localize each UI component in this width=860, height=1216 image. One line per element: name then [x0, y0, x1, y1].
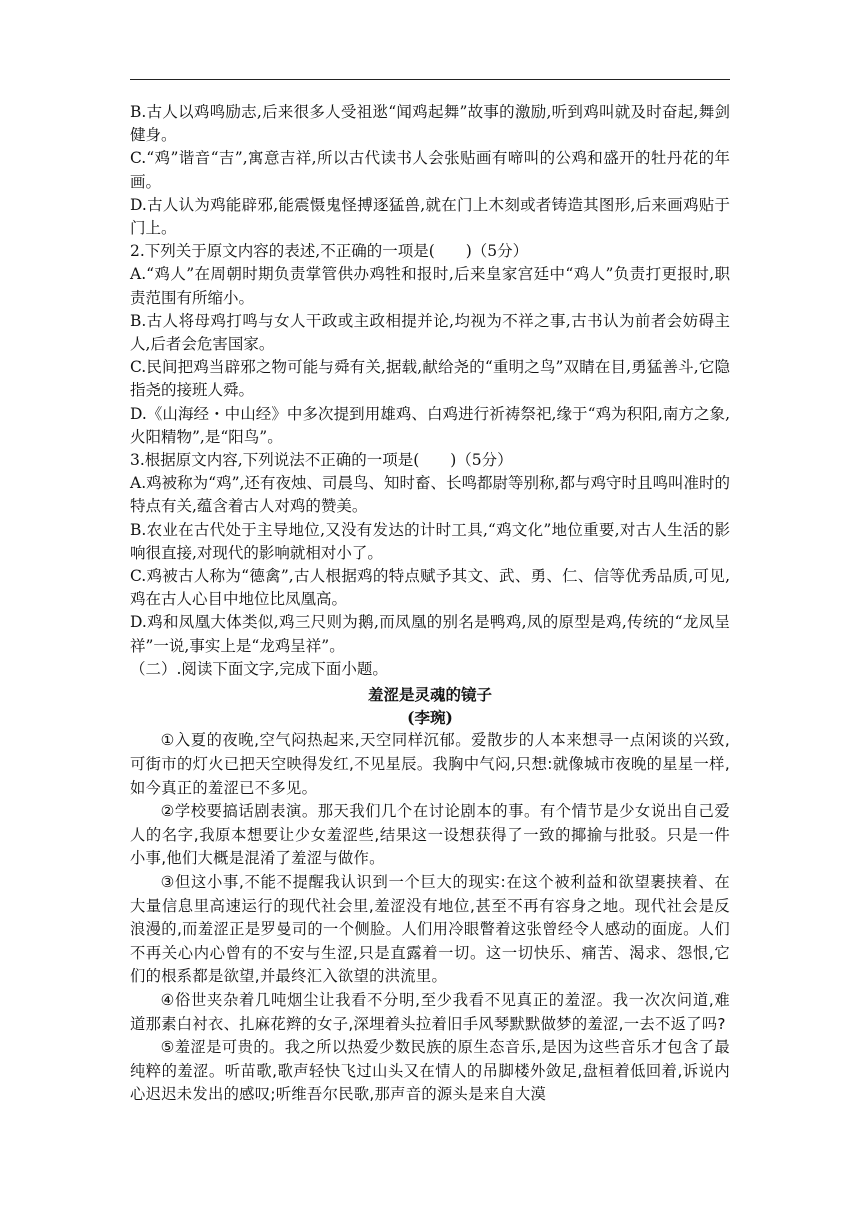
header-rule: [130, 79, 730, 80]
essay-body: [130, 729, 730, 1107]
option-line: A.鸡被称为“鸡”,还有夜烛、司晨鸟、知时畜、长鸣都尉等别称,都与鸡守时且鸣叫准时的特点有关,蕴含着古人对鸡的赞美。: [130, 474, 730, 516]
essay-paragraph: ②学校要搞话剧表演。那天我们几个在讨论剧本的事。有个情节是少女说出自己爱人的名字,我原本想要让少女羞涩些,结果这一设想获得了一致的揶揄与批驳。只是一件小事,他们大概是混淆了羞涩与做作。: [130, 802, 730, 868]
section-heading: （二）.阅读下面文字,完成下面小题。: [130, 659, 388, 678]
option-line: B.农业在古代处于主导地位,又没有发达的计时工具,“鸡文化”地位重要,对古人生活的影响很直接,对现代的影响就相对小了。: [130, 520, 730, 562]
essay-title: 羞涩是灵魂的镜子: [367, 685, 492, 705]
option-line: C.民间把鸡当辟邪之物可能与舜有关,据载,献给尧的“重明之鸟”双睛在目,勇猛善斗,它隐指尧的接班人舜。: [130, 358, 730, 400]
option-line: C.鸡被古人称为“德禽”,古人根据鸡的特点赋予其文、武、勇、仁、信等优秀品质,可见,鸡在古人心目中地位比凤凰高。: [130, 567, 730, 609]
question-block-1: [130, 101, 730, 240]
question-stem: 3.根据原文内容,下列说法不正确的一项是( )（5分）: [130, 451, 513, 470]
option-line: D.《山海经・中山经》中多次提到用雄鸡、白鸡进行祈祷祭祀,缘于“鸡为积阳,南方之象,火阳精物”,是“阳鸟”。: [130, 404, 730, 446]
essay-author: (李琬): [407, 708, 453, 728]
question-block-2: [130, 240, 730, 449]
option-line: B.古人以鸡鸣励志,后来很多人受祖逖“闻鸡起舞”故事的激励,听到鸡叫就及时奋起,舞剑健身。: [130, 103, 730, 145]
option-line: D.鸡和凤凰大体类似,鸡三尺则为鹅,而凤凰的别名是鸭鸡,凤的原型是鸡,传统的“龙凤呈祥”一说,事实上是“龙鸡呈祥”。: [130, 613, 730, 655]
option-line: C.“鸡”谐音“吉”,寓意吉祥,所以古代读书人会张贴画有啼叫的公鸡和盛开的牡丹花的年画。: [130, 149, 730, 191]
essay-paragraph: ③但这小事,不能不提醒我认识到一个巨大的现实:在这个被利益和欲望裹挟着、在大量信息里高速运行的现代社会里,羞涩没有地位,甚至不再有容身之地。现代社会是反浪漫的,而羞涩正是罗曼司的一个侧脸。人们用冷眼瞥着这张曾经令人感动的面庞。人们不再关心内心曾有的不安与生涩,只是直露着一切。这一切快乐、痛苦、渴求、怨恨,它们的根系都是欲望,并最终汇入欲望的洪流里。: [130, 873, 730, 986]
question-block-3: [130, 449, 730, 658]
option-line: A.“鸡人”在周朝时期负责掌管供办鸡牲和报时,后来皇家宫廷中“鸡人”负责打更报时,职责范围有所缩小。: [130, 265, 730, 307]
essay-paragraph: ①入夏的夜晚,空气闷热起来,天空同样沉郁。爱散步的人本来想寻一点闲谈的兴致,可街市的灯火已把天空映得发红,不见星辰。我胸中气闷,只想:就像城市夜晚的星星一样,如今真正的羞涩已不多见。: [130, 731, 730, 797]
essay-paragraph: ④俗世夹杂着几吨烟尘让我看不分明,至少我看不见真正的羞涩。我一次次问道,难道那素白衬衣、扎麻花辫的女子,深埋着头拉着旧手风琴默默做梦的羞涩,一去不返了吗?: [130, 991, 730, 1033]
option-line: B.古人将母鸡打鸣与女人干政或主政相提并论,均视为不祥之事,古书认为前者会妨碍主人,后者会危害国家。: [130, 311, 730, 354]
document-body: [130, 101, 730, 1107]
essay-paragraph: ⑤羞涩是可贵的。我之所以热爱少数民族的原生态音乐,是因为这些音乐才包含了最纯粹的羞涩。听苗歌,歌声轻快飞过山头又在情人的吊脚楼外敛足,盘桓着低回着,诉说内心迟迟未发出的感叹;听维吾尔民歌,那声音的源头是来自大漠: [130, 1038, 730, 1104]
option-line: D.古人认为鸡能辟邪,能震慑鬼怪搏逐猛兽,就在门上木刻或者铸造其图形,后来画鸡贴于门上。: [130, 195, 730, 238]
question-stem: 2.下列关于原文内容的表述,不正确的一项是( )（5分）: [130, 242, 529, 261]
